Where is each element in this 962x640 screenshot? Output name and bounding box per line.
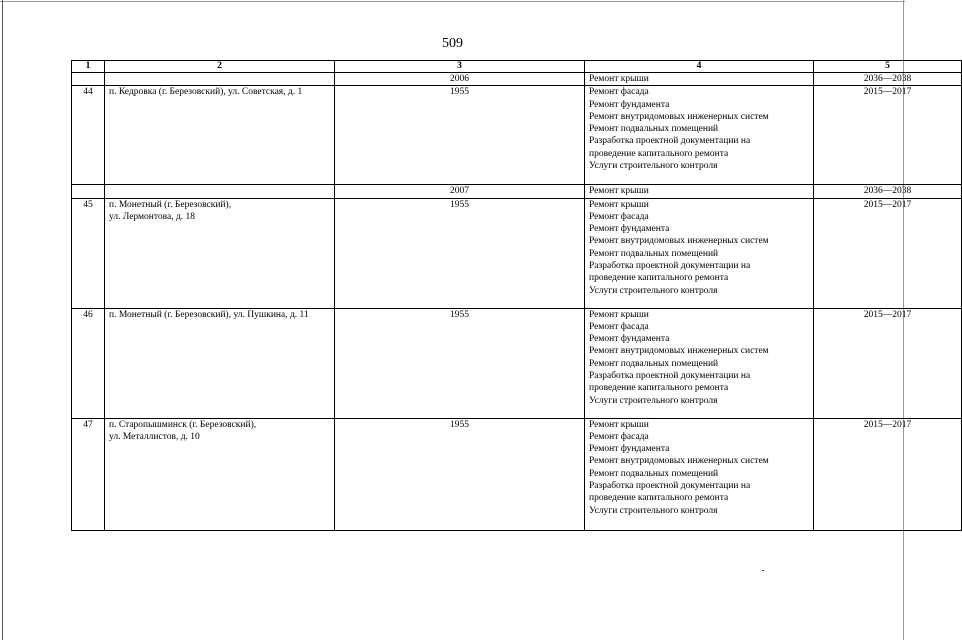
address-cell: п. Монетный (г. Березовский), ул. Пушкина, д. 11 bbox=[105, 308, 335, 418]
work-item: Ремонт крыши bbox=[589, 186, 649, 197]
address-cell: п. Кедровка (г. Березовский), ул. Советская, д. 1 bbox=[105, 86, 335, 185]
work-item: проведение капитального ремонта bbox=[589, 273, 729, 284]
column-header: 3 bbox=[335, 61, 585, 73]
work-item: Услуги строительного контроля bbox=[589, 161, 718, 172]
row-number bbox=[72, 185, 105, 198]
work-item: Ремонт фасада bbox=[589, 87, 649, 98]
work-item: Ремонт подвальных помещений bbox=[589, 124, 719, 135]
year-cell: 1955 bbox=[335, 198, 585, 308]
repair-schedule-table bbox=[71, 60, 962, 531]
work-item: Разработка проектной документации на bbox=[589, 481, 751, 492]
works-cell bbox=[585, 198, 814, 308]
work-item: Ремонт крыши bbox=[589, 199, 649, 210]
period-cell: 2015—2017 bbox=[814, 418, 962, 530]
work-item: Разработка проектной документации на bbox=[589, 136, 751, 147]
address-cell bbox=[105, 73, 335, 86]
works-cell bbox=[585, 308, 814, 418]
row-number bbox=[72, 73, 105, 86]
work-item: Ремонт внутридомовых инженерных систем bbox=[589, 111, 769, 122]
works-cell bbox=[585, 418, 814, 530]
works-cell bbox=[585, 86, 814, 185]
work-item: проведение капитального ремонта bbox=[589, 148, 729, 159]
period-cell: 2036—2038 bbox=[814, 185, 962, 198]
column-header: 2 bbox=[105, 61, 335, 73]
work-item: Ремонт фундамента bbox=[589, 99, 670, 110]
table-header-row bbox=[72, 61, 962, 73]
column-header: 1 bbox=[72, 61, 105, 73]
work-item: Услуги строительного контроля bbox=[589, 395, 718, 406]
work-item: Ремонт фундамента bbox=[589, 334, 670, 345]
table-row bbox=[72, 86, 962, 185]
work-item: Ремонт фасада bbox=[589, 321, 649, 332]
work-item: Ремонт подвальных помещений bbox=[589, 248, 719, 259]
row-number: 46 bbox=[72, 308, 105, 418]
table-row bbox=[72, 185, 962, 198]
work-item: Ремонт подвальных помещений bbox=[589, 468, 719, 479]
work-item: Ремонт подвальных помещений bbox=[589, 358, 719, 369]
period-cell: 2015—2017 bbox=[814, 86, 962, 185]
period-cell: 2015—2017 bbox=[814, 308, 962, 418]
address-cell: п. Старопышминск (г. Березовский), ул. Металлистов, д. 10 bbox=[105, 418, 335, 530]
works-cell bbox=[585, 185, 814, 198]
page-border-top bbox=[0, 1, 905, 2]
year-cell: 1955 bbox=[335, 418, 585, 530]
work-item: Разработка проектной документации на bbox=[589, 371, 751, 382]
work-item: Ремонт внутридомовых инженерных систем bbox=[589, 346, 769, 357]
works-cell bbox=[585, 73, 814, 86]
year-cell: 2007 bbox=[335, 185, 585, 198]
page-number: 509 bbox=[442, 36, 463, 51]
work-item: Ремонт фасада bbox=[589, 431, 649, 442]
work-item: проведение капитального ремонта bbox=[589, 493, 729, 504]
work-item: Ремонт внутридомовых инженерных систем bbox=[589, 236, 769, 247]
work-item: Ремонт крыши bbox=[589, 74, 649, 84]
row-number: 45 bbox=[72, 198, 105, 308]
work-item: Услуги строительного контроля bbox=[589, 285, 718, 296]
table-row bbox=[72, 418, 962, 530]
table-row bbox=[72, 73, 962, 86]
year-cell: 1955 bbox=[335, 308, 585, 418]
column-header: 5 bbox=[814, 61, 962, 73]
period-cell: 2015—2017 bbox=[814, 198, 962, 308]
period-cell: 2036—2038 bbox=[814, 73, 962, 86]
column-header: 4 bbox=[585, 61, 814, 73]
page-border-left bbox=[2, 0, 3, 640]
address-cell bbox=[105, 185, 335, 198]
work-item: проведение капитального ремонта bbox=[589, 383, 729, 394]
year-cell: 1955 bbox=[335, 86, 585, 185]
scan-speck bbox=[762, 570, 764, 571]
work-item: Ремонт внутридомовых инженерных систем bbox=[589, 456, 769, 467]
work-item: Разработка проектной документации на bbox=[589, 261, 751, 272]
work-item: Ремонт крыши bbox=[589, 309, 649, 320]
year-cell: 2006 bbox=[335, 73, 585, 86]
row-number: 47 bbox=[72, 418, 105, 530]
work-item: Ремонт фасада bbox=[589, 211, 649, 222]
work-item: Ремонт крыши bbox=[589, 419, 649, 430]
table-row bbox=[72, 198, 962, 308]
address-cell: п. Монетный (г. Березовский), ул. Лермонтова, д. 18 bbox=[105, 198, 335, 308]
row-number: 44 bbox=[72, 86, 105, 185]
work-item: Ремонт фундамента bbox=[589, 444, 670, 455]
work-item: Ремонт фундамента bbox=[589, 224, 670, 235]
table-row bbox=[72, 308, 962, 418]
work-item: Услуги строительного контроля bbox=[589, 505, 718, 516]
